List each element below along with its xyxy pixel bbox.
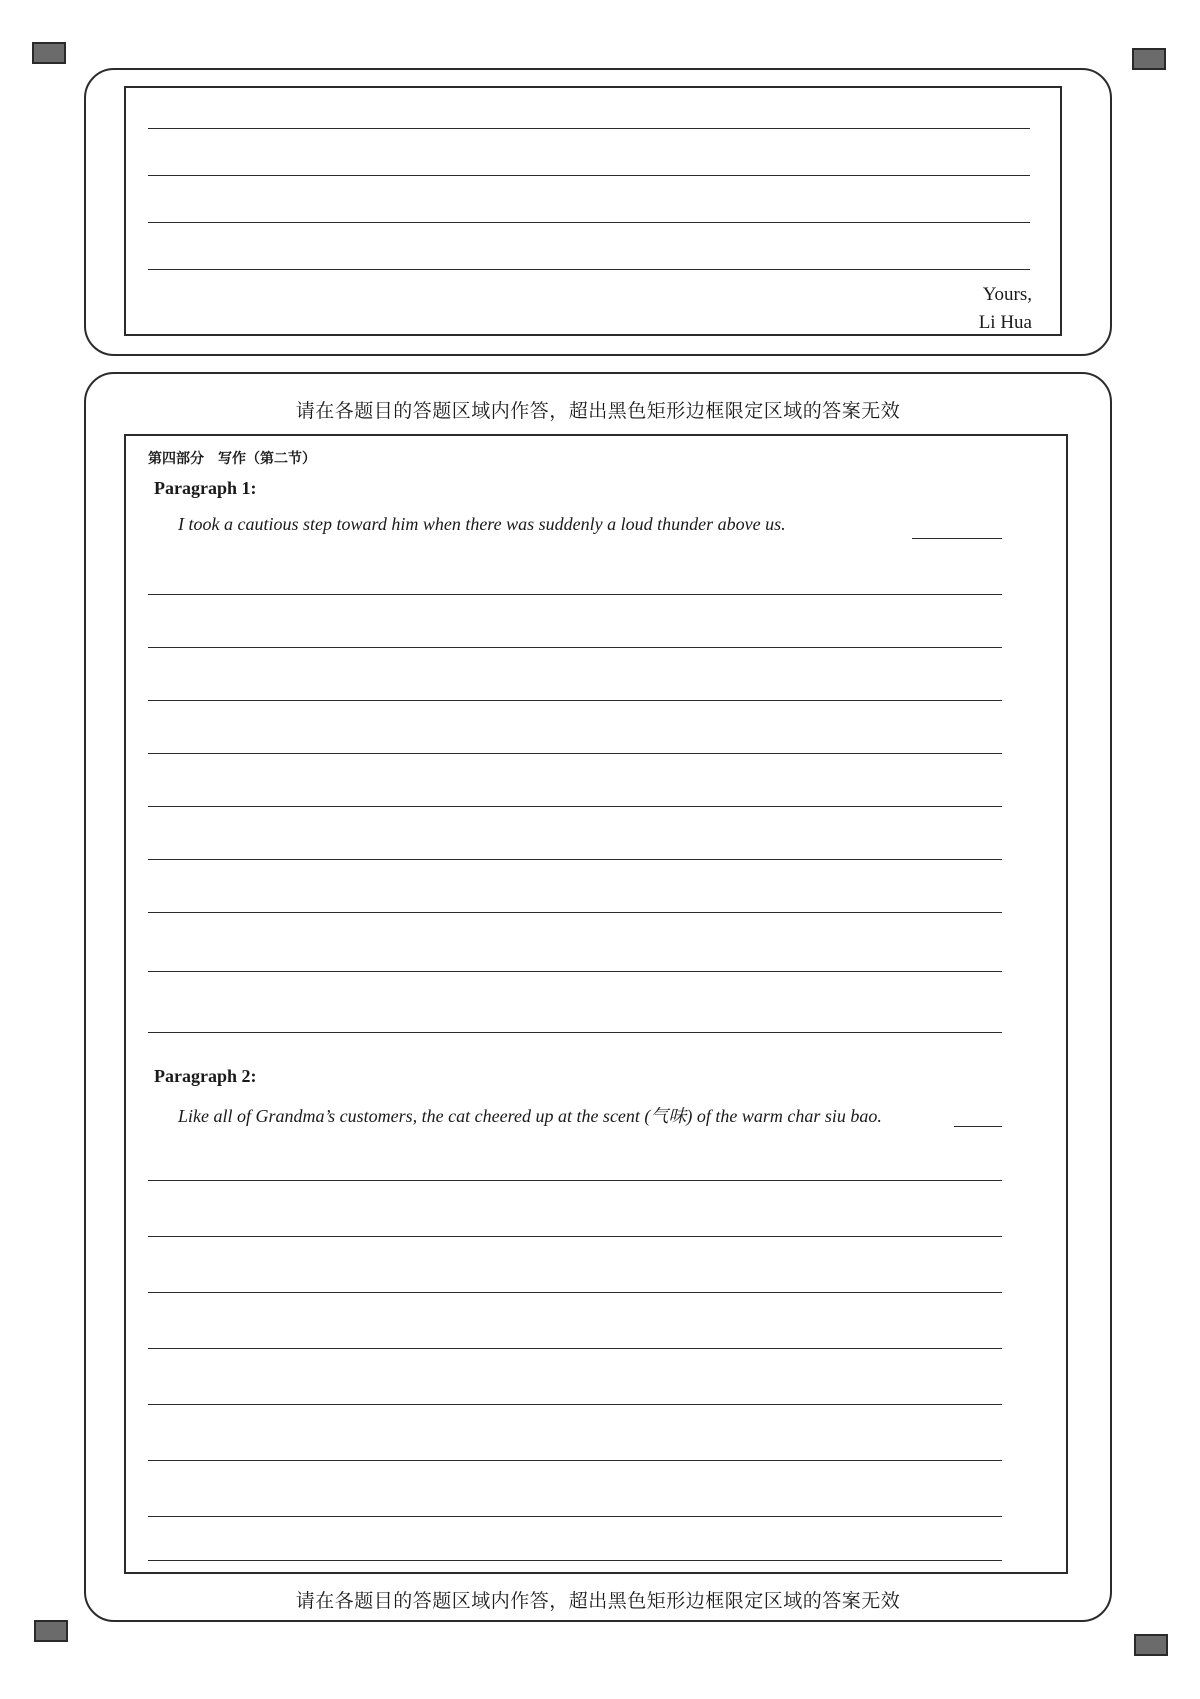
writing-line[interactable] — [148, 806, 1002, 807]
writing-line[interactable] — [148, 1460, 1002, 1461]
writing-line[interactable] — [148, 753, 1002, 754]
paragraph-1-prompt: I took a cautious step toward him when there was suddenly a loud thunder above us. — [178, 514, 786, 534]
writing-line[interactable] — [148, 222, 1030, 223]
writing-line[interactable] — [148, 175, 1030, 176]
alignment-marker-bottom-right — [1134, 1634, 1168, 1656]
writing-answer-box — [124, 434, 1068, 1574]
writing-line[interactable] — [148, 1348, 1002, 1349]
writing-line[interactable] — [148, 971, 1002, 972]
answer-area-notice-bottom: 请在各题目的答题区域内作答，超出黑色矩形边框限定区域的答案无效 — [295, 1590, 901, 1612]
letter-answer-box — [124, 86, 1062, 336]
writing-line[interactable] — [148, 1292, 1002, 1293]
writing-line[interactable] — [148, 859, 1002, 860]
paragraph-1-label: Paragraph 1: — [154, 478, 257, 498]
writing-line[interactable] — [148, 594, 1002, 595]
writing-line[interactable] — [148, 1236, 1002, 1237]
writing-line[interactable] — [148, 128, 1030, 129]
writing-line[interactable] — [148, 1516, 1002, 1517]
paragraph-2-first-line-blank[interactable] — [954, 1126, 1002, 1127]
writing-line[interactable] — [148, 1180, 1002, 1181]
writing-answer-panel — [84, 372, 1112, 1622]
alignment-marker-top-left — [32, 42, 66, 64]
writing-line[interactable] — [148, 269, 1030, 270]
letter-closing: Yours, — [982, 284, 1032, 305]
paragraph-2-prompt: Like all of Grandma’s customers, the cat cheered up at the scent (气味) of the warm char siu bao. — [178, 1106, 882, 1126]
writing-line[interactable] — [148, 1404, 1002, 1405]
paragraph-2-label: Paragraph 2: — [154, 1066, 257, 1086]
letter-answer-panel — [84, 68, 1112, 356]
alignment-marker-top-right — [1132, 48, 1166, 70]
paragraph-1-first-line-blank[interactable] — [912, 538, 1002, 539]
writing-line[interactable] — [148, 700, 1002, 701]
letter-signature: Li Hua — [978, 312, 1032, 333]
writing-line[interactable] — [148, 1032, 1002, 1033]
answer-area-notice-top: 请在各题目的答题区域内作答，超出黑色矩形边框限定区域的答案无效 — [295, 400, 901, 422]
alignment-marker-bottom-left — [34, 1620, 68, 1642]
writing-line[interactable] — [148, 647, 1002, 648]
writing-line[interactable] — [148, 1560, 1002, 1561]
section-title: 第四部分 写作（第二节） — [148, 451, 316, 467]
writing-line[interactable] — [148, 912, 1002, 913]
